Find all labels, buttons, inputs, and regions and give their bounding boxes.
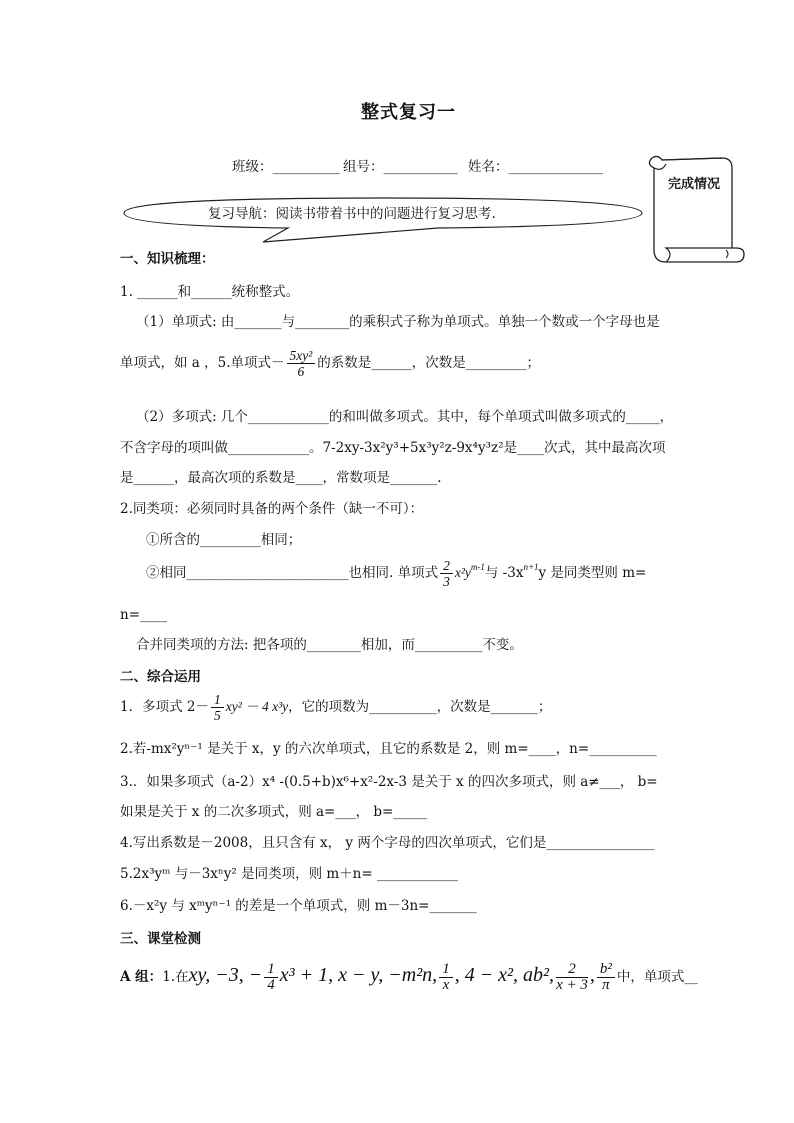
s1-line9-and: 与 -3x [484, 565, 524, 581]
one-over-x-fraction [439, 962, 453, 993]
s2-q1-mid: xy² － 4 x³y [225, 699, 289, 714]
two-over-x3-num: 2 [556, 962, 588, 978]
s1-line4: （2）多项式: 几个____________的和叫做多项式。其中，每个单项式叫做多项式的_____， [136, 409, 674, 425]
section2-heading: 二、综合运用 [120, 669, 201, 685]
s2-q2: 2.若-mx²yⁿ⁻¹ 是关于 x，y 的六次单项式，且它的系数是 2，则 m=____，n=__________ [120, 741, 657, 757]
s2-q1 [120, 692, 551, 723]
s2-q3: 3.．如果多项式（a-2）x⁴ -(0.5+b)x⁶+x²-2x-3 是关于 x 的四次多项式，则 a≠___， b= [120, 774, 658, 790]
s3-a-expr3: , 4 − x², ab², [454, 964, 555, 986]
s2-q5: 5.2x³yᵐ 与－3xⁿy² 是同类项，则 m＋n= ____________ [120, 866, 458, 882]
s1-line7: 2.同类项：必须同时具备的两个条件（缺一不可）： [120, 501, 424, 517]
s1-line2: （1）单项式: 由_______与________的乘积式子称为单项式。单独一个数或一个字母也是 [136, 314, 660, 330]
b2-over-pi-den: π [602, 977, 610, 993]
class-field: 班级：__________ [232, 159, 340, 175]
s2-q6: 6.－x²y 与 xᵐyⁿ⁻¹ 的差是一个单项式，则 m－3n=_______ [120, 898, 477, 914]
s1-line9-mid-sup: m-1 [470, 562, 485, 572]
s1-line5: 不含字母的项叫做____________。7-2xy-3x²y³+5x³y²z-9x⁴y³z²是____次式，其中最高次项 [120, 440, 666, 456]
s1-line11: 合并同类项的方法: 把各项的________相加，而__________不变。 [136, 637, 523, 653]
two-over-x3-den: x + 3 [556, 977, 588, 993]
name-field: 姓名：______________ [468, 159, 603, 175]
s3-a-post: 中，单项式__ [616, 969, 698, 985]
s3-a-pre: 1.在 [162, 969, 189, 985]
s1-line1: 1. ______和______统称整式。 [120, 284, 300, 300]
s2-q3b: 如果是关于 x 的二次多项式，则 a=___， b=_____ [120, 804, 428, 820]
two-thirds-fraction [440, 558, 453, 589]
group-a-label: A 组： [120, 969, 163, 985]
s2-q4: 4.写出系数是－2008，且只含有 x， y 两个字母的四次单项式，它们是________________ [120, 835, 655, 851]
one-fifth-num: 1 [211, 692, 224, 708]
b2-over-pi-num: b² [597, 962, 615, 978]
coef-fraction-den: 6 [297, 364, 305, 379]
s1-line3 [120, 348, 540, 379]
one-over-x-num: 1 [439, 962, 453, 978]
two-over-x3-fraction [556, 962, 588, 993]
s1-line9-mid: x²y [454, 565, 471, 580]
two-thirds-den: 3 [443, 574, 450, 589]
s2-q1-post: ，它的项数为__________，次数是_______； [288, 699, 552, 715]
s1-line9-pre: ②相同________________________也相同. 单项式 [146, 565, 439, 581]
guide-text: 复习导航：阅读书带着书中的问题进行复习思考. [208, 206, 496, 222]
page-title: 整式复习一 [361, 102, 456, 123]
coef-fraction [287, 348, 316, 379]
b2-over-pi-fraction [597, 962, 615, 993]
quarter-fraction [264, 962, 278, 993]
s1-line6: 是______，最高次项的系数是____，常数项是_______. [120, 470, 442, 486]
s1-line3-pre: 单项式，如 a ，5.单项式－ [120, 355, 285, 371]
s3-a-line [120, 962, 698, 993]
scroll-graphic [640, 150, 752, 270]
scroll-label: 完成情况 [668, 177, 721, 192]
s2-q1-pre: 1．多项式 2－ [120, 699, 209, 715]
quarter-den: 4 [267, 977, 275, 993]
section3-heading: 三、课堂检测 [120, 931, 201, 947]
s1-line3-post: 的系数是______，次数是_________； [317, 355, 541, 371]
quarter-num: 1 [264, 962, 278, 978]
s1-line10: n=____ [120, 607, 168, 623]
one-over-x-den: x [442, 977, 450, 993]
one-fifth-den: 5 [213, 708, 221, 723]
s1-line9-and-sup: n+1 [523, 562, 539, 572]
s1-line9 [146, 558, 646, 589]
coef-fraction-num: 5xy² [287, 348, 316, 364]
group-field: 组号：___________ [343, 159, 458, 175]
s3-a-expr4: , [589, 964, 595, 986]
s1-line9-post: y 是同类型则 m= [538, 565, 647, 581]
section1-heading: 一、知识梳理： [120, 251, 215, 267]
s3-a-expr2: x³ + 1, x − y, −m²n, [279, 964, 438, 986]
one-fifth-fraction [211, 692, 224, 723]
s1-line8: ①所含的_________相同； [146, 532, 302, 548]
s3-a-expr1: xy, −3, − [188, 964, 263, 986]
two-thirds-num: 2 [440, 558, 453, 574]
